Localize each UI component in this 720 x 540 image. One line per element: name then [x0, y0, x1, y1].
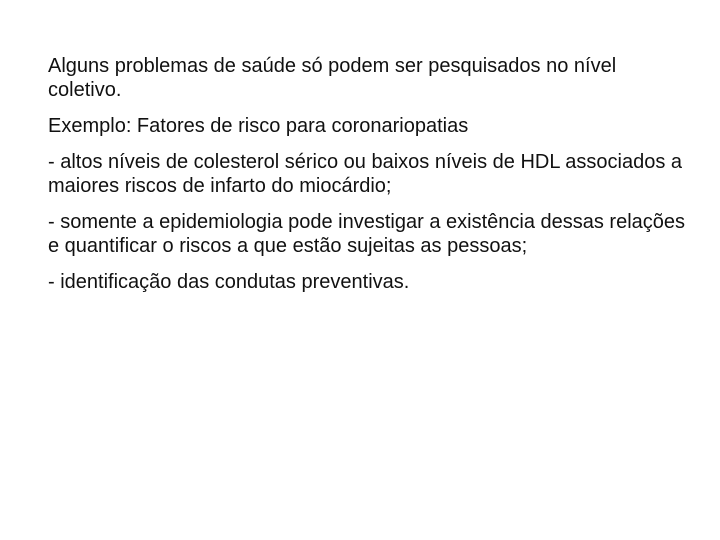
paragraph-bullet-epidemiology: - somente a epidemiologia pode investigar a existência dessas relações e quantificar o riscos a que estão sujeitas as pessoas; [48, 211, 686, 257]
paragraph-bullet-cholesterol: - altos níveis de colesterol sérico ou baixos níveis de HDL associados a maiores riscos de infarto do miocárdio; [48, 151, 683, 197]
paragraph-intro: Alguns problemas de saúde só podem ser pesquisados no nível coletivo. [48, 55, 617, 101]
paragraph-example: Exemplo: Fatores de risco para coronariopatias [48, 115, 469, 137]
slide-text-body [48, 54, 688, 306]
paragraph-bullet-prevention: - identificação das condutas preventivas. [48, 271, 410, 293]
